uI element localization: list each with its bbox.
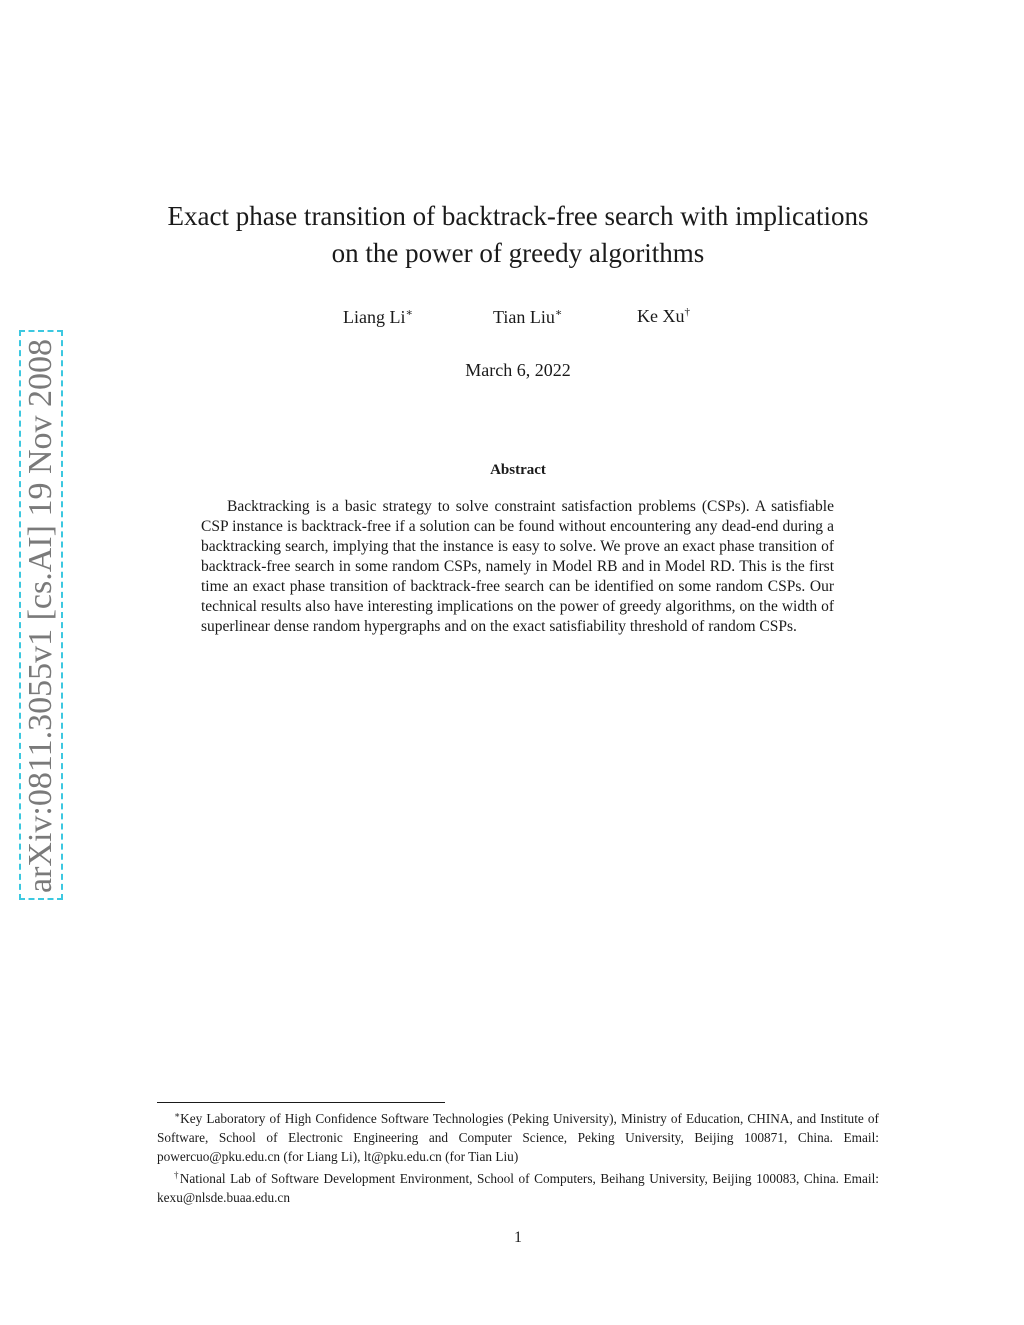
author xyxy=(343,306,413,328)
paper-title: Exact phase transition of backtrack-free search with implications on the power of greedy algorithms xyxy=(167,201,869,268)
paper-date: March 6, 2022 xyxy=(465,360,571,380)
footnote-text: National Lab of Software Development Environment, School of Computers, Beihang University, Beijing 100083, China. Email: kexu@nlsde.buaa.edu.cn xyxy=(157,1171,880,1205)
author-mark: † xyxy=(684,306,690,318)
author xyxy=(637,306,690,327)
author-name: Tian Liu xyxy=(493,307,555,327)
footnote-mark: † xyxy=(174,1170,180,1180)
abstract-text: Backtracking is a basic strategy to solve constraint satisfaction problems (CSPs). A satisfiable CSP instance is backtrack-free if a solution can be found without encountering any dead-end during a backtracking search, implying that the instance is easy to solve. We prove an exact phase transition of backtrack-free search in some random CSPs, namely in Model RB and in Model RD. This is the first time an exact phase transition of backtrack-free search can be identified on some random CSPs. Our technical results also have interesting implications on the power of greedy algorithms, on the width of superlinear dense random hypergraphs and on the exact satisfiability threshold of random CSPs. xyxy=(201,498,834,635)
page-number: 1 xyxy=(514,1229,522,1246)
author-name: Ke Xu xyxy=(637,306,685,326)
footnotes xyxy=(157,1106,879,1207)
author-mark: ∗ xyxy=(554,307,563,319)
author xyxy=(493,306,562,328)
author-mark: ∗ xyxy=(405,307,413,319)
author-list xyxy=(0,306,1024,332)
footnote xyxy=(157,1166,879,1207)
footnote-mark: ∗ xyxy=(174,1110,181,1120)
arxiv-id: arXiv:0811.3055v1 [cs.AI] 19 Nov 2008 xyxy=(22,339,59,893)
footnote-text: Key Laboratory of High Confidence Software Technologies (Peking University), Ministry of Education, CHINA, and Institute of Software, School of Electronic Engineering and Computer Science, Peking University, Beijing 100871, China. Email: powercuo@pku.edu.cn (for Liang Li), lt@pku.edu.cn (for Tian Liu) xyxy=(157,1111,879,1164)
author-name: Liang Li xyxy=(343,307,406,327)
footnote xyxy=(157,1106,879,1166)
footnote-rule xyxy=(157,1102,445,1103)
abstract-heading: Abstract xyxy=(490,462,546,478)
